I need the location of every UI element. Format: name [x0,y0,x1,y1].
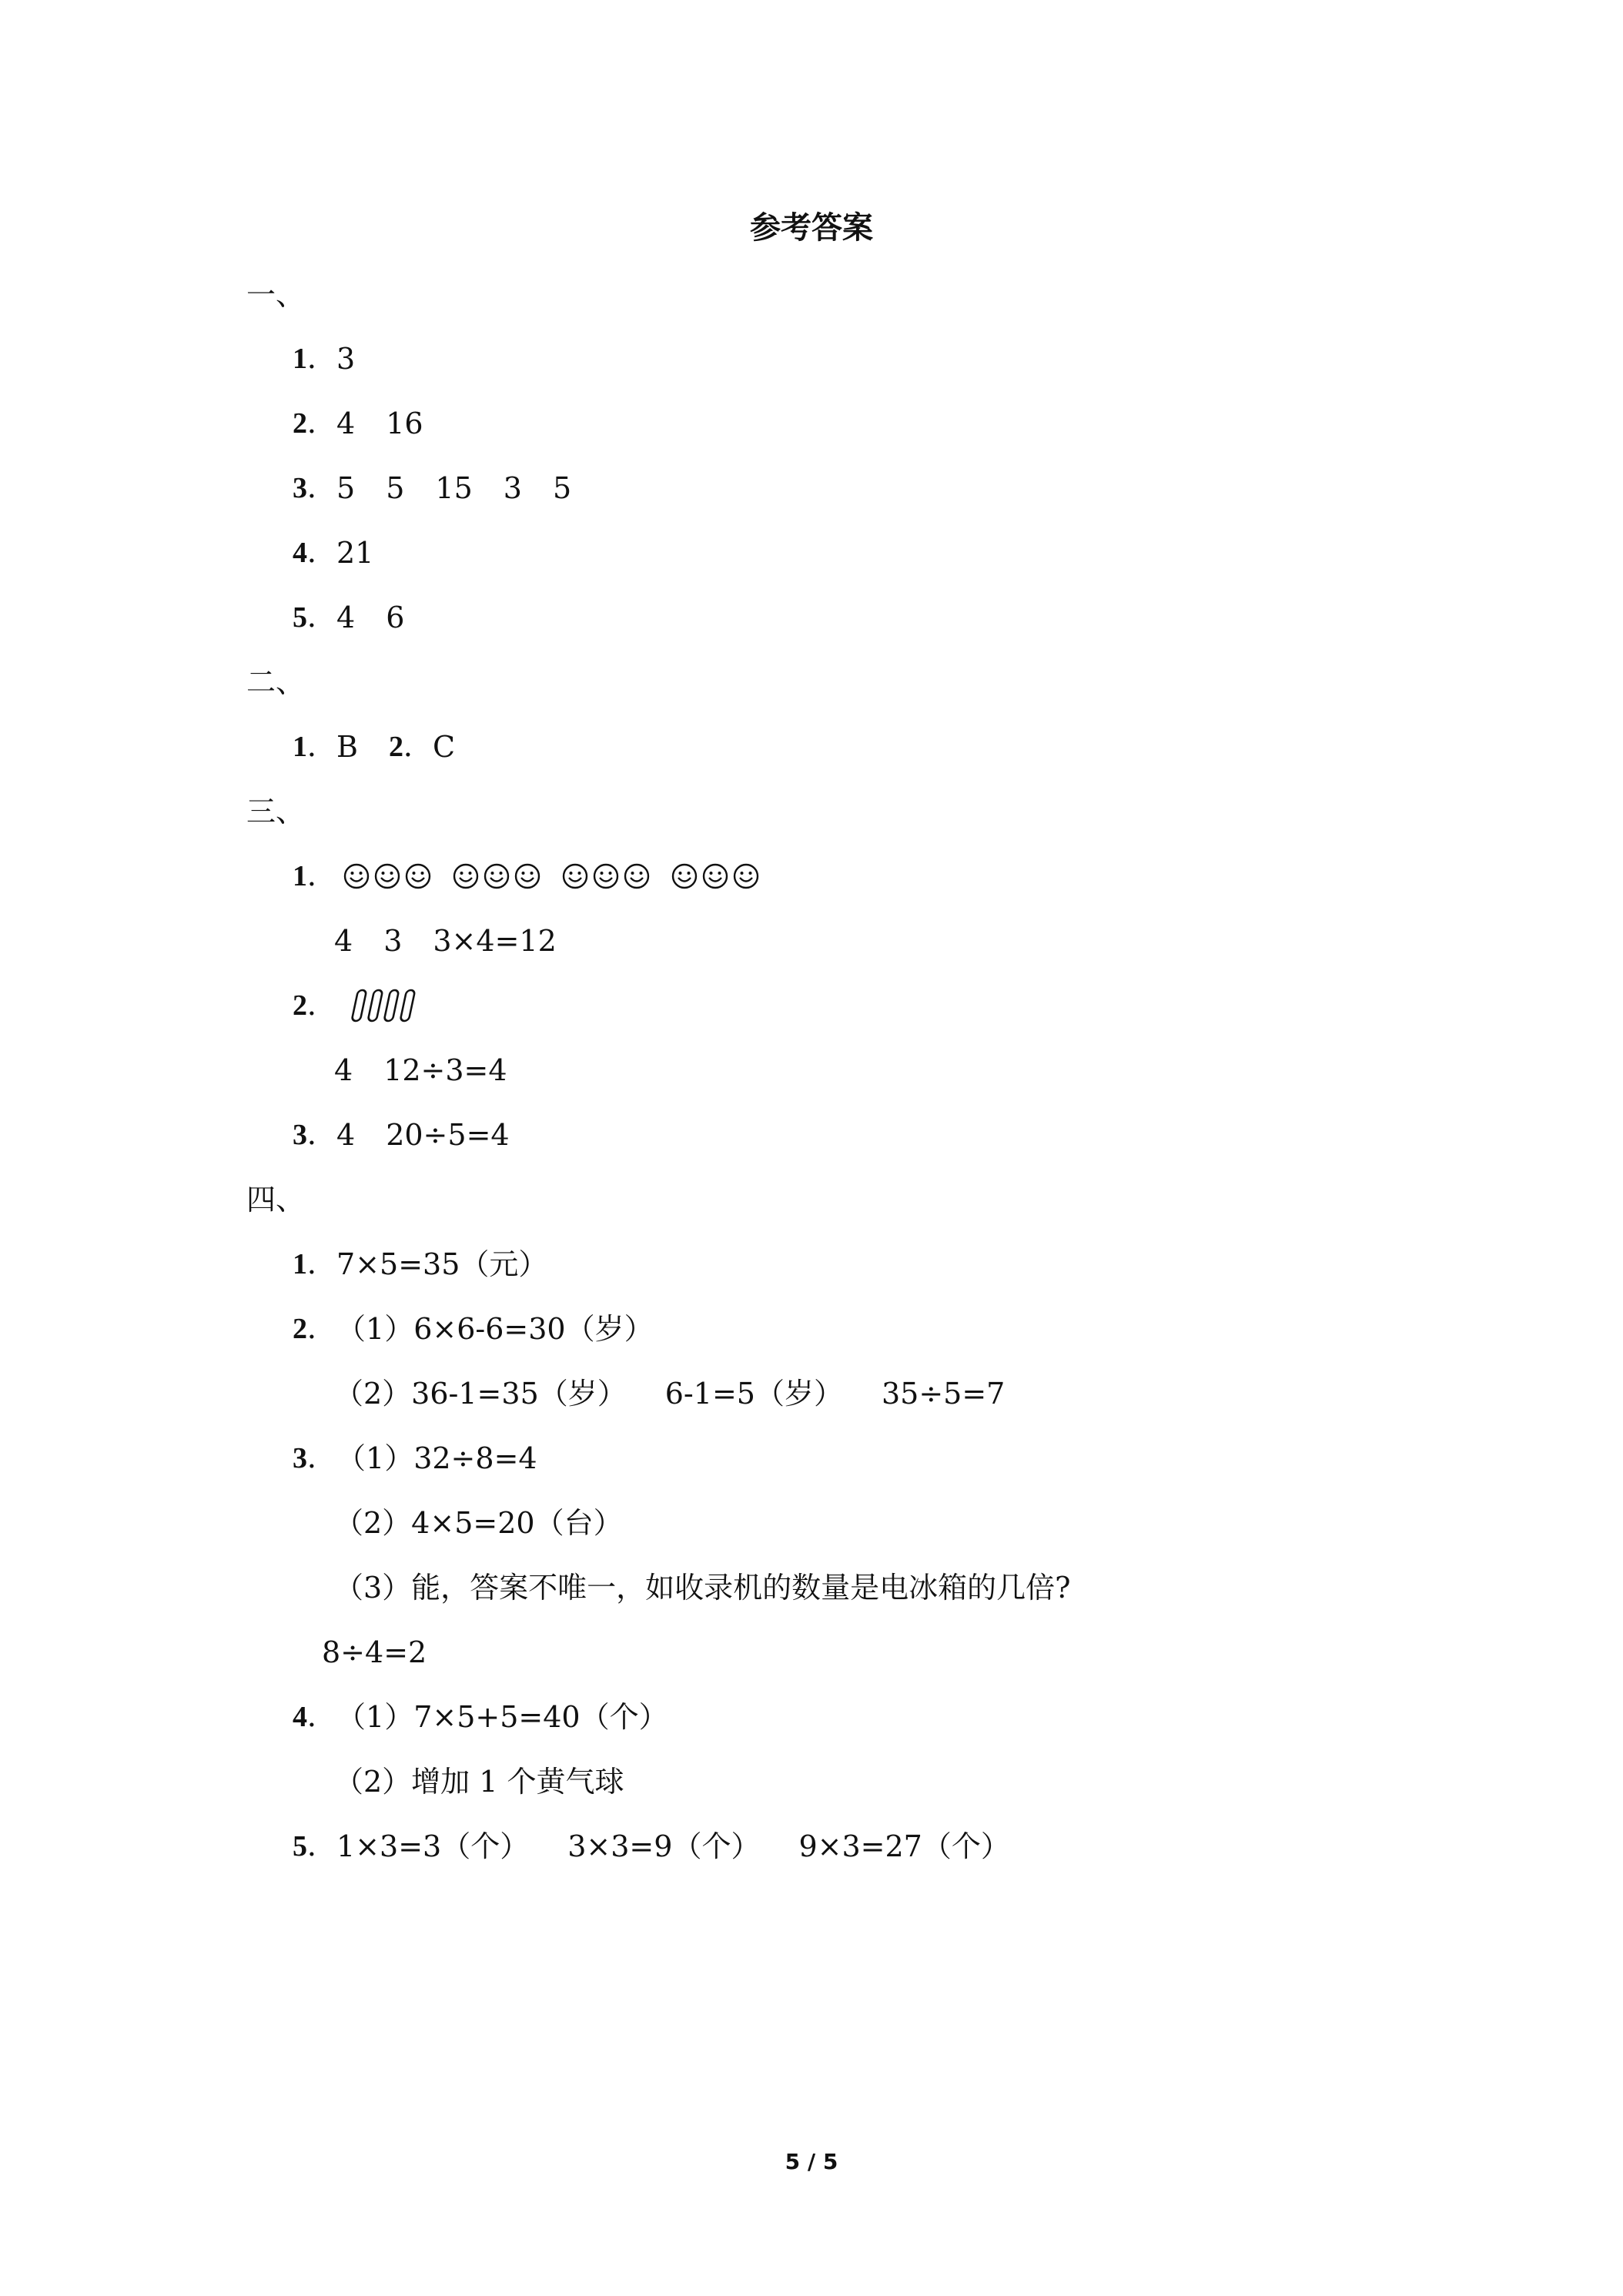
answer-4-5: 5 ． 1×3=3（个） 3×3=9（个） 9×3=27（个） [293,1825,1010,1868]
page-number: 5 / 5 [785,2149,838,2174]
section-heading-1: 一、 [246,278,306,312]
answer-4-3-part3-calc: 8÷4=2 [322,1635,427,1669]
answer-value: 4 [334,924,353,958]
question-number: 1 [293,860,307,892]
answer-4-3-part2: （2）4×5=20（台） [334,1506,623,1540]
smiley-face-icon [592,862,620,890]
answer-value: 7×5=35（元） [336,1247,548,1281]
smiley-face-icon [404,862,432,890]
answer-value: 6-1=5（岁） [664,1377,843,1411]
answer-1-4: 4 ． 21 [293,531,373,574]
answer-value: 3×3=9（个） [567,1829,761,1863]
answer-value: 3 [336,342,356,376]
question-number: 2 [388,731,403,763]
smiley-groups [343,862,780,890]
answer-value: 5 [552,471,572,505]
smiley-face-icon [452,862,480,890]
smiley-face-icon [373,862,401,890]
answer-value: 20÷5=4 [386,1118,510,1152]
answer-value: 21 [336,536,374,570]
answer-1-2: 2 ． 4 16 [293,402,423,445]
answer-3-1: 1 ． [293,855,780,898]
answer-value: 35÷5=7 [881,1377,1006,1411]
answer-3-1-line2 [334,919,557,962]
smiley-group [561,862,651,890]
answer-4-3-part3: （3）能，答案不唯一，如收录机的数量是电冰箱的几倍? [334,1571,1071,1605]
question-number: 2 [293,1313,307,1345]
answer-value: 3×4=12 [433,924,557,958]
answer-4-4: 4 ． （1）7×5+5=40（个） [293,1695,668,1739]
answer-value: 4 [336,407,356,440]
question-number: 3 [293,1442,307,1474]
section-heading-3: 三、 [246,795,306,828]
page-title: 参考答案 [750,210,873,246]
answer-value: 16 [386,407,423,440]
smiley-face-icon [561,862,589,890]
smiley-face-icon [343,862,370,890]
smiley-group [452,862,541,890]
answer-1-1: 1 ． 3 [293,337,355,380]
answer-4-3: 3 ． （1）32÷8=4 [293,1437,537,1480]
question-number: 5 [293,601,307,634]
question-number: 2 [293,989,307,1022]
answer-4-2-part2 [334,1372,1005,1415]
question-number: 4 [293,537,307,569]
answer-value: 4 [336,1118,356,1152]
answer-value: （1）6×6-6=30（岁） [336,1312,654,1346]
answer-value: 3 [383,924,403,958]
answer-4-4-part2: （2）增加 1 个黄气球 [334,1765,624,1799]
question-number: 3 [293,472,307,504]
smiley-face-icon [732,862,760,890]
answer-3-2: 2 ． [293,984,418,1027]
answer-value: 1×3=3（个） [336,1829,530,1863]
smiley-group [671,862,760,890]
question-number: 1 [293,731,307,763]
question-number: 5 [293,1830,307,1863]
answer-value: 6 [386,601,405,634]
answer-3-2-line2 [334,1049,507,1092]
answer-value: （1）32÷8=4 [336,1441,537,1475]
answer-value: 15 [435,471,473,505]
answer-1-5: 5 ． 4 6 [293,596,404,639]
answer-value: （2）36-1=35（岁） [334,1377,627,1411]
question-number: 4 [293,1701,307,1733]
section-heading-2: 二、 [246,665,306,699]
answer-value: 5 [386,471,405,505]
answer-value: 4 [336,601,356,634]
section-heading-4: 四、 [246,1183,306,1217]
question-number: 3 [293,1119,307,1151]
sticks-icon [347,987,418,1024]
question-number: 1 [293,343,307,375]
smiley-face-icon [671,862,698,890]
smiley-group [343,862,432,890]
answer-4-2: 2 ． （1）6×6-6=30（岁） [293,1307,654,1350]
answer-value: 9×3=27（个） [798,1829,1010,1863]
answer-value: B [336,730,358,764]
stick-icon [352,990,367,1021]
stick-icon [400,990,416,1021]
question-number: 1 [293,1248,307,1280]
stick-icon [368,990,383,1021]
question-number: 2 [293,407,307,440]
smiley-face-icon [483,862,510,890]
answer-value: C [432,730,456,764]
answer-2-1: 1 ． B 2 ． C [293,725,455,768]
answer-value: 5 [336,471,356,505]
answer-value: 3 [503,471,522,505]
smiley-face-icon [701,862,729,890]
smiley-face-icon [514,862,541,890]
answer-3-3: 3 ． 4 20÷5=4 [293,1113,510,1156]
stick-icon [384,990,400,1021]
answer-value: （1）7×5+5=40（个） [336,1700,668,1734]
answer-1-3: 3 ． 5 5 15 3 5 [293,467,571,510]
answer-4-1: 1 ． 7×5=35（元） [293,1243,547,1286]
answer-value: 4 [334,1053,353,1087]
smiley-face-icon [623,862,651,890]
answer-value: 12÷3=4 [383,1053,507,1087]
